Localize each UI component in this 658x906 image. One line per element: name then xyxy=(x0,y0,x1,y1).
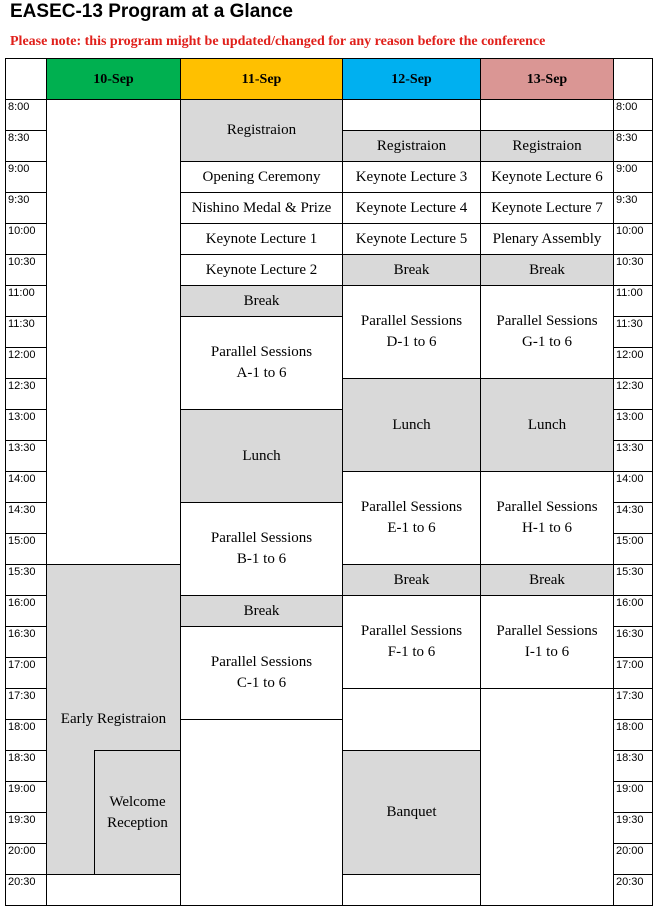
d1-blank-morning xyxy=(46,99,181,565)
d4-blank-start xyxy=(480,99,614,131)
page-title: EASEC-13 Program at a Glance xyxy=(10,1,293,22)
time-label-left: 10:30 xyxy=(5,254,47,286)
d4-break-2: Break xyxy=(480,564,614,596)
time-label-left: 14:00 xyxy=(5,471,47,503)
time-label-right: 14:30 xyxy=(613,502,653,534)
d2-parallel-b: Parallel Sessions B-1 to 6 xyxy=(180,502,343,596)
time-label-left: 20:00 xyxy=(5,843,47,875)
d2-parallel-a: Parallel Sessions A-1 to 6 xyxy=(180,316,343,410)
day-header-1: 10-Sep xyxy=(46,58,181,100)
time-label-right: 15:00 xyxy=(613,533,653,565)
d4-break-1: Break xyxy=(480,254,614,286)
d4-plenary-assembly: Plenary Assembly xyxy=(480,223,614,255)
time-label-left: 19:30 xyxy=(5,812,47,844)
d3-keynote-3: Keynote Lecture 3 xyxy=(342,161,481,193)
header-corner-right xyxy=(613,58,653,100)
d3-parallel-f: Parallel Sessions F-1 to 6 xyxy=(342,595,481,689)
d3-registration: Registraion xyxy=(342,130,481,162)
d1-early-registration: Early Registraion xyxy=(46,564,181,875)
d3-break-2: Break xyxy=(342,564,481,596)
time-label-right: 20:30 xyxy=(613,874,653,906)
time-label-right: 16:30 xyxy=(613,626,653,658)
time-label-left: 10:00 xyxy=(5,223,47,255)
d3-break-1: Break xyxy=(342,254,481,286)
time-label-right: 16:00 xyxy=(613,595,653,627)
d2-nishino-medal: Nishino Medal & Prize xyxy=(180,192,343,224)
d3-blank-end xyxy=(342,874,481,906)
d1-welcome-reception: Welcome Reception xyxy=(94,750,181,875)
day-header-3: 12-Sep xyxy=(342,58,481,100)
time-label-left: 17:00 xyxy=(5,657,47,689)
d1-blank-end xyxy=(46,874,181,906)
d4-keynote-6: Keynote Lecture 6 xyxy=(480,161,614,193)
d2-registration: Registraion xyxy=(180,99,343,162)
time-label-right: 10:30 xyxy=(613,254,653,286)
time-label-right: 12:30 xyxy=(613,378,653,410)
time-label-left: 12:00 xyxy=(5,347,47,379)
time-label-right: 8:00 xyxy=(613,99,653,131)
d2-parallel-c: Parallel Sessions C-1 to 6 xyxy=(180,626,343,720)
time-label-left: 9:30 xyxy=(5,192,47,224)
time-label-left: 15:30 xyxy=(5,564,47,596)
time-label-right: 8:30 xyxy=(613,130,653,162)
d3-parallel-d: Parallel Sessions D-1 to 6 xyxy=(342,285,481,379)
time-label-right: 19:00 xyxy=(613,781,653,813)
time-label-left: 8:00 xyxy=(5,99,47,131)
d4-keynote-7: Keynote Lecture 7 xyxy=(480,192,614,224)
d2-keynote-1: Keynote Lecture 1 xyxy=(180,223,343,255)
d2-break-2: Break xyxy=(180,595,343,627)
time-label-left: 13:00 xyxy=(5,409,47,441)
d2-opening-ceremony: Opening Ceremony xyxy=(180,161,343,193)
d2-lunch: Lunch xyxy=(180,409,343,503)
d4-lunch: Lunch xyxy=(480,378,614,472)
day-header-4: 13-Sep xyxy=(480,58,614,100)
time-label-left: 9:00 xyxy=(5,161,47,193)
d2-break-1: Break xyxy=(180,285,343,317)
time-label-right: 13:00 xyxy=(613,409,653,441)
time-label-left: 12:30 xyxy=(5,378,47,410)
time-label-right: 11:30 xyxy=(613,316,653,348)
d3-banquet: Banquet xyxy=(342,750,481,875)
time-label-right: 13:30 xyxy=(613,440,653,472)
time-label-right: 12:00 xyxy=(613,347,653,379)
d2-blank-end xyxy=(180,719,343,906)
d4-parallel-i: Parallel Sessions I-1 to 6 xyxy=(480,595,614,689)
time-label-right: 14:00 xyxy=(613,471,653,503)
time-label-right: 15:30 xyxy=(613,564,653,596)
time-label-left: 18:00 xyxy=(5,719,47,751)
time-label-right: 18:00 xyxy=(613,719,653,751)
time-label-left: 16:00 xyxy=(5,595,47,627)
time-label-left: 20:30 xyxy=(5,874,47,906)
d3-blank-evening xyxy=(342,688,481,751)
d4-registration: Registraion xyxy=(480,130,614,162)
d4-blank-end xyxy=(480,688,614,906)
d3-keynote-4: Keynote Lecture 4 xyxy=(342,192,481,224)
header-corner-left xyxy=(5,58,47,100)
time-label-left: 13:30 xyxy=(5,440,47,472)
time-label-left: 19:00 xyxy=(5,781,47,813)
time-label-left: 17:30 xyxy=(5,688,47,720)
time-label-left: 15:00 xyxy=(5,533,47,565)
time-label-left: 18:30 xyxy=(5,750,47,782)
d3-blank-start xyxy=(342,99,481,131)
time-label-right: 18:30 xyxy=(613,750,653,782)
d4-parallel-g: Parallel Sessions G-1 to 6 xyxy=(480,285,614,379)
time-label-right: 9:00 xyxy=(613,161,653,193)
update-notice: Please note: this program might be updated/changed for any reason before the conference xyxy=(10,34,546,49)
d3-keynote-5: Keynote Lecture 5 xyxy=(342,223,481,255)
time-label-right: 19:30 xyxy=(613,812,653,844)
time-label-right: 17:30 xyxy=(613,688,653,720)
d3-parallel-e: Parallel Sessions E-1 to 6 xyxy=(342,471,481,565)
time-label-right: 9:30 xyxy=(613,192,653,224)
d4-parallel-h: Parallel Sessions H-1 to 6 xyxy=(480,471,614,565)
d3-lunch: Lunch xyxy=(342,378,481,472)
time-label-left: 8:30 xyxy=(5,130,47,162)
time-label-left: 16:30 xyxy=(5,626,47,658)
time-label-left: 11:00 xyxy=(5,285,47,317)
time-label-right: 20:00 xyxy=(613,843,653,875)
time-label-left: 11:30 xyxy=(5,316,47,348)
time-label-right: 17:00 xyxy=(613,657,653,689)
time-label-left: 14:30 xyxy=(5,502,47,534)
d2-keynote-2: Keynote Lecture 2 xyxy=(180,254,343,286)
time-label-right: 10:00 xyxy=(613,223,653,255)
day-header-2: 11-Sep xyxy=(180,58,343,100)
time-label-right: 11:00 xyxy=(613,285,653,317)
